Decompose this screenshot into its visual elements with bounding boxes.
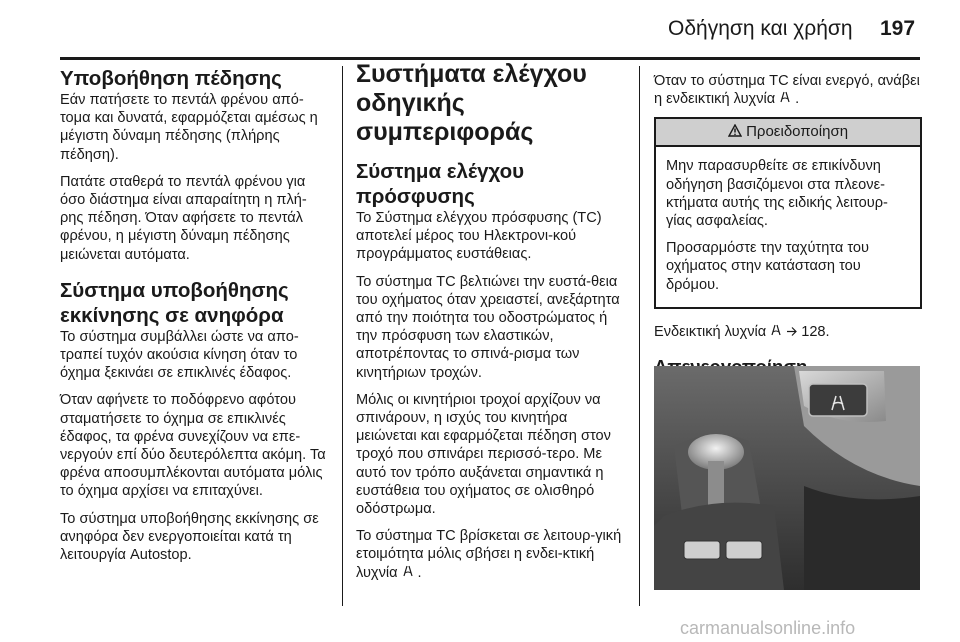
warning-header — [656, 119, 920, 147]
heading-brake-assist: Υποβοήθηση πέδησης — [60, 67, 282, 90]
console-switch-photo — [654, 366, 920, 590]
traction-control-lamp-icon — [402, 566, 418, 580]
paragraph-text: Το σύστημα TC βρίσκεται σε λειτουρ-γική ετοιμότητα μόλις σβήσει η ενδει-κτική λυχνία — [356, 528, 622, 581]
heading-line: Συστήματα ελέγχου — [356, 60, 587, 88]
column-1 — [60, 66, 328, 573]
column-3 — [654, 72, 922, 378]
paragraph: Εάν πατήσετε το πεντάλ φρένου από-τομα και δυνατά, εφαρμόζεται αμέσως η μέγιστη δύναμη πέδησης (πλήρης πέδηση). — [60, 92, 318, 163]
heading-driving-control-systems — [356, 60, 624, 147]
warning-title: Προειδοποίηση — [746, 123, 849, 141]
paragraph-end: . — [795, 91, 800, 108]
heading-hill-start-assist — [60, 278, 328, 328]
traction-control-lamp-icon — [779, 92, 795, 106]
warning-box — [654, 117, 922, 308]
column-divider-1 — [342, 66, 343, 606]
column-divider-2 — [639, 66, 640, 606]
paragraph: Μόλις οι κινητήριοι τροχοί αρχίζουν να σπινάρουν, η ισχύς του κινητήρα μειώνεται και εφαρμόζεται πέδηση στον τροχό που σπινάρει περισσό-τερο. Με αυτό τον τρόπο αυξάνεται σημαντικά η ευστάθεια του οχήματος σε ολισθηρό οδόστρωμα. — [356, 391, 611, 518]
paragraph-end: . — [417, 564, 422, 581]
paragraph-reference — [654, 323, 922, 341]
heading-line: συμπεριφοράς — [356, 118, 534, 146]
page-reference-arrow-icon[interactable] — [786, 324, 801, 340]
column-2 — [356, 60, 624, 591]
paragraph: Πατάτε σταθερά το πεντάλ φρένου για όσο διάστημα είναι απαραίτητη η πλή-ρης πέδηση. Όταν αφήσετε το πεντάλ φρένου, η μέγιστη δύναμη πέδησης μειώνεται αυτόματα. — [60, 173, 307, 263]
warning-paragraph: Προσαρμόστε την ταχύτητα του οχήματος στην κατάσταση του δρόμου. — [666, 240, 870, 293]
paragraph — [356, 527, 624, 582]
warning-paragraph: Μην παρασυρθείτε σε επικίνδυνη οδήγηση βασιζόμενοι στα πλεονε-κτήματα αυτής της ειδικής λειτουρ-γίας ασφαλείας. — [666, 158, 888, 230]
page-header — [0, 0, 960, 50]
heading-line: οδηγικής — [356, 89, 465, 117]
heading-line: Σύστημα υποβοήθησης — [60, 278, 289, 302]
page-number: 197 — [880, 17, 916, 40]
reference-text: Ενδεικτική λυχνία — [654, 323, 767, 340]
reference-page[interactable]: 128. — [801, 323, 830, 340]
watermark: carmanualsonline.info — [680, 618, 856, 638]
paragraph: Το Σύστημα ελέγχου πρόσφυσης (TC) αποτελεί μέρος του Ηλεκτρονι-κού προγράμματος ευστάθειας. — [356, 210, 602, 263]
heading-line: Σύστημα ελέγχου — [356, 160, 525, 183]
running-title: Οδήγηση και χρήση — [668, 17, 853, 40]
heading-line: εκκίνησης σε ανηφόρα — [60, 303, 284, 327]
heading-traction-control — [356, 159, 624, 209]
warning-triangle-icon — [728, 123, 746, 140]
paragraph — [654, 72, 922, 108]
paragraph: Το σύστημα TC βελτιώνει την ευστά-θεια του οχήματος όταν χρειαστεί, ανεξάρτητα από την ποιότητα του οδοστρώματος ή την πρόσφυση των ελαστικών, αποτρέποντας το σπινά-ρισμα των κινητήριων τροχών. — [356, 273, 620, 381]
paragraph: Το σύστημα συμβάλλει ώστε να απο-τραπεί τυχόν ακούσια κίνηση όταν το όχημα ξεκινάει σε επικλινές έδαφος. — [60, 328, 299, 382]
paragraph: Όταν αφήνετε το ποδόφρενο αφότου σταματήσετε το όχημα σε επικλινές έδαφος, τα φρένα συνεχίζουν να επε-νεργούν επί δύο δευτερόλεπτα ακόμη. Τα φρένα αποσυμπλέκονται αυτόματα μόλις το όχημα αρχίσει να επιταχύνει. — [60, 392, 326, 500]
heading-line: πρόσφυσης — [356, 185, 475, 208]
warning-body — [656, 147, 920, 306]
paragraph: Το σύστημα υποβοήθησης εκκίνησης σε ανηφόρα δεν ενεργοποιείται κατά τη λειτουργία Autostop. — [60, 510, 319, 564]
paragraph-text: Όταν το σύστημα TC είναι ενεργό, ανάβει η ενδεικτική λυχνία — [654, 73, 920, 108]
traction-control-lamp-icon — [770, 325, 786, 339]
